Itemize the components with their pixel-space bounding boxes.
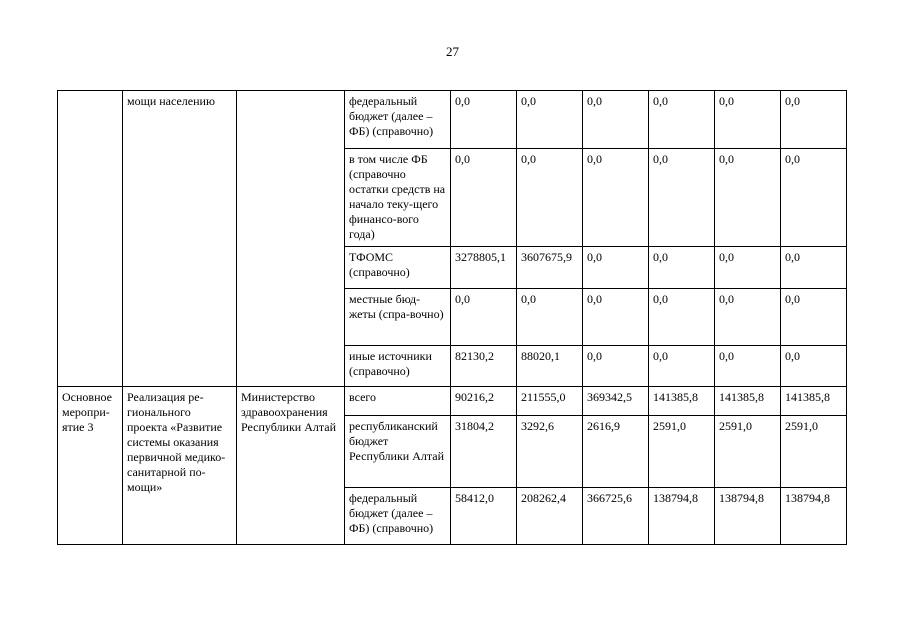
value-cell: 0,0 bbox=[781, 289, 847, 346]
value-cell: 0,0 bbox=[715, 91, 781, 149]
value-cell: 0,0 bbox=[649, 149, 715, 247]
measure-name-cell: мощи населению bbox=[123, 91, 237, 387]
measure-name-cell: Реализация ре-гионального проекта «Развитие системы оказания первичной медико-санитарной по-мощи» bbox=[123, 387, 237, 545]
value-cell: 208262,4 bbox=[517, 488, 583, 545]
value-cell: 2616,9 bbox=[583, 416, 649, 488]
value-cell: 366725,6 bbox=[583, 488, 649, 545]
measure-cell bbox=[58, 91, 123, 387]
executor-cell: Министерство здравоохранения Республики Алтай bbox=[237, 387, 345, 545]
value-cell: 0,0 bbox=[451, 289, 517, 346]
value-cell: 211555,0 bbox=[517, 387, 583, 416]
budget-table bbox=[57, 90, 847, 545]
value-cell: 0,0 bbox=[583, 346, 649, 387]
value-cell: 0,0 bbox=[715, 247, 781, 289]
table-row bbox=[58, 387, 847, 416]
value-cell: 31804,2 bbox=[451, 416, 517, 488]
value-cell: 141385,8 bbox=[781, 387, 847, 416]
value-cell: 88020,1 bbox=[517, 346, 583, 387]
value-cell: 0,0 bbox=[715, 346, 781, 387]
source-label: всего bbox=[345, 387, 451, 416]
source-label: местные бюд-жеты (спра-вочно) bbox=[345, 289, 451, 346]
source-label: федеральный бюджет (далее – ФБ) (справочно) bbox=[345, 488, 451, 545]
value-cell: 0,0 bbox=[451, 91, 517, 149]
value-cell: 138794,8 bbox=[715, 488, 781, 545]
value-cell: 0,0 bbox=[781, 149, 847, 247]
source-label: иные источники (справочно) bbox=[345, 346, 451, 387]
value-cell: 2591,0 bbox=[649, 416, 715, 488]
executor-cell bbox=[237, 91, 345, 387]
source-label: республиканский бюджет Республики Алтай bbox=[345, 416, 451, 488]
value-cell: 0,0 bbox=[781, 91, 847, 149]
value-cell: 0,0 bbox=[649, 346, 715, 387]
value-cell: 0,0 bbox=[781, 346, 847, 387]
value-cell: 2591,0 bbox=[781, 416, 847, 488]
value-cell: 0,0 bbox=[649, 289, 715, 346]
measure-cell: Основное меропри-ятие 3 bbox=[58, 387, 123, 545]
source-label: федеральный бюджет (далее – ФБ) (справочно) bbox=[345, 91, 451, 149]
value-cell: 0,0 bbox=[715, 289, 781, 346]
value-cell: 138794,8 bbox=[781, 488, 847, 545]
value-cell: 0,0 bbox=[583, 149, 649, 247]
source-label: ТФОМС (справочно) bbox=[345, 247, 451, 289]
source-label: в том числе ФБ (справочно остатки средств на начало теку-щего финансо-вого года) bbox=[345, 149, 451, 247]
value-cell: 0,0 bbox=[649, 247, 715, 289]
value-cell: 141385,8 bbox=[715, 387, 781, 416]
value-cell: 0,0 bbox=[517, 91, 583, 149]
value-cell: 90216,2 bbox=[451, 387, 517, 416]
value-cell: 0,0 bbox=[583, 289, 649, 346]
value-cell: 0,0 bbox=[517, 149, 583, 247]
value-cell: 58412,0 bbox=[451, 488, 517, 545]
value-cell: 0,0 bbox=[649, 91, 715, 149]
value-cell: 0,0 bbox=[715, 149, 781, 247]
value-cell: 0,0 bbox=[583, 247, 649, 289]
value-cell: 3278805,1 bbox=[451, 247, 517, 289]
value-cell: 138794,8 bbox=[649, 488, 715, 545]
value-cell: 0,0 bbox=[517, 289, 583, 346]
page-number: 27 bbox=[446, 44, 459, 59]
value-cell: 0,0 bbox=[583, 91, 649, 149]
value-cell: 82130,2 bbox=[451, 346, 517, 387]
value-cell: 0,0 bbox=[451, 149, 517, 247]
table-row bbox=[58, 91, 847, 149]
value-cell: 3292,6 bbox=[517, 416, 583, 488]
value-cell: 141385,8 bbox=[649, 387, 715, 416]
value-cell: 0,0 bbox=[781, 247, 847, 289]
value-cell: 3607675,9 bbox=[517, 247, 583, 289]
value-cell: 369342,5 bbox=[583, 387, 649, 416]
value-cell: 2591,0 bbox=[715, 416, 781, 488]
